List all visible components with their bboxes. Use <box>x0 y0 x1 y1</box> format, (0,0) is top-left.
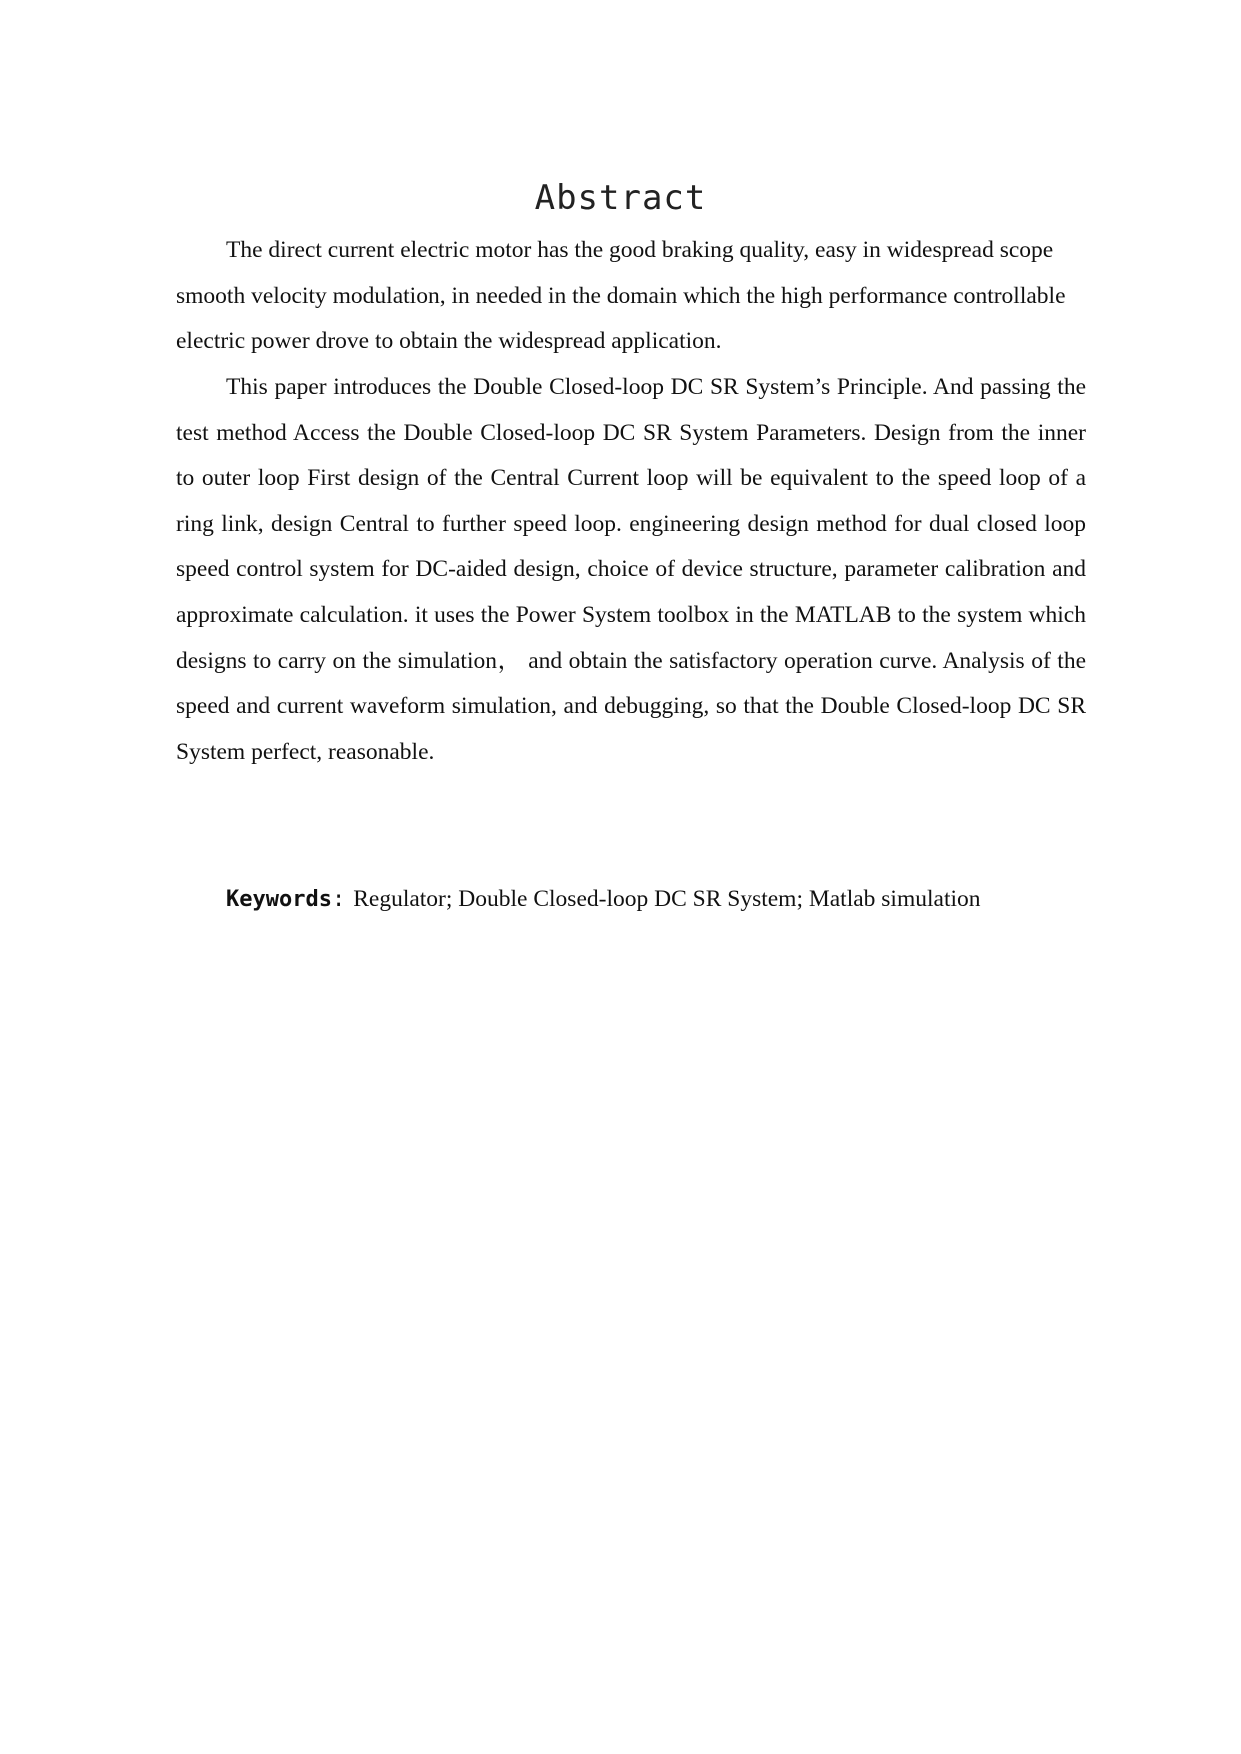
keywords-line <box>226 886 1126 913</box>
abstract-paragraph-2: This paper introduces the Double Closed-loop DC SR System’s Principle. And passing the test method Access the Double Closed-loop DC SR System Parameters. Design from the inner to outer loop First design of the Central Current loop will be equivalent to the speed loop of a ring link, design Central to further speed loop. engineering design method for dual closed loop speed control system for DC-aided design, choice of device structure, parameter calibration and approximate calculation. it uses the Power System toolbox in the MATLAB to the system which designs to carry on the simulation， and obtain the satisfactory operation curve. Analysis of the speed and current waveform simulation, and debugging, so that the Double Closed-loop DC SR System perfect, reasonable. <box>176 374 1086 765</box>
keywords-list: Regulator; Double Closed-loop DC SR System; Matlab simulation <box>353 886 981 912</box>
abstract-title: Abstract <box>534 178 707 218</box>
abstract-paragraph-1: The direct current electric motor has the good braking quality, easy in widespread scope smooth velocity modulation, in needed in the domain which the high performance controllable electric power drove to obtain the widespread application. <box>176 237 1066 355</box>
keywords-label: Keywords <box>226 887 332 912</box>
keywords-separator: : <box>331 887 346 912</box>
